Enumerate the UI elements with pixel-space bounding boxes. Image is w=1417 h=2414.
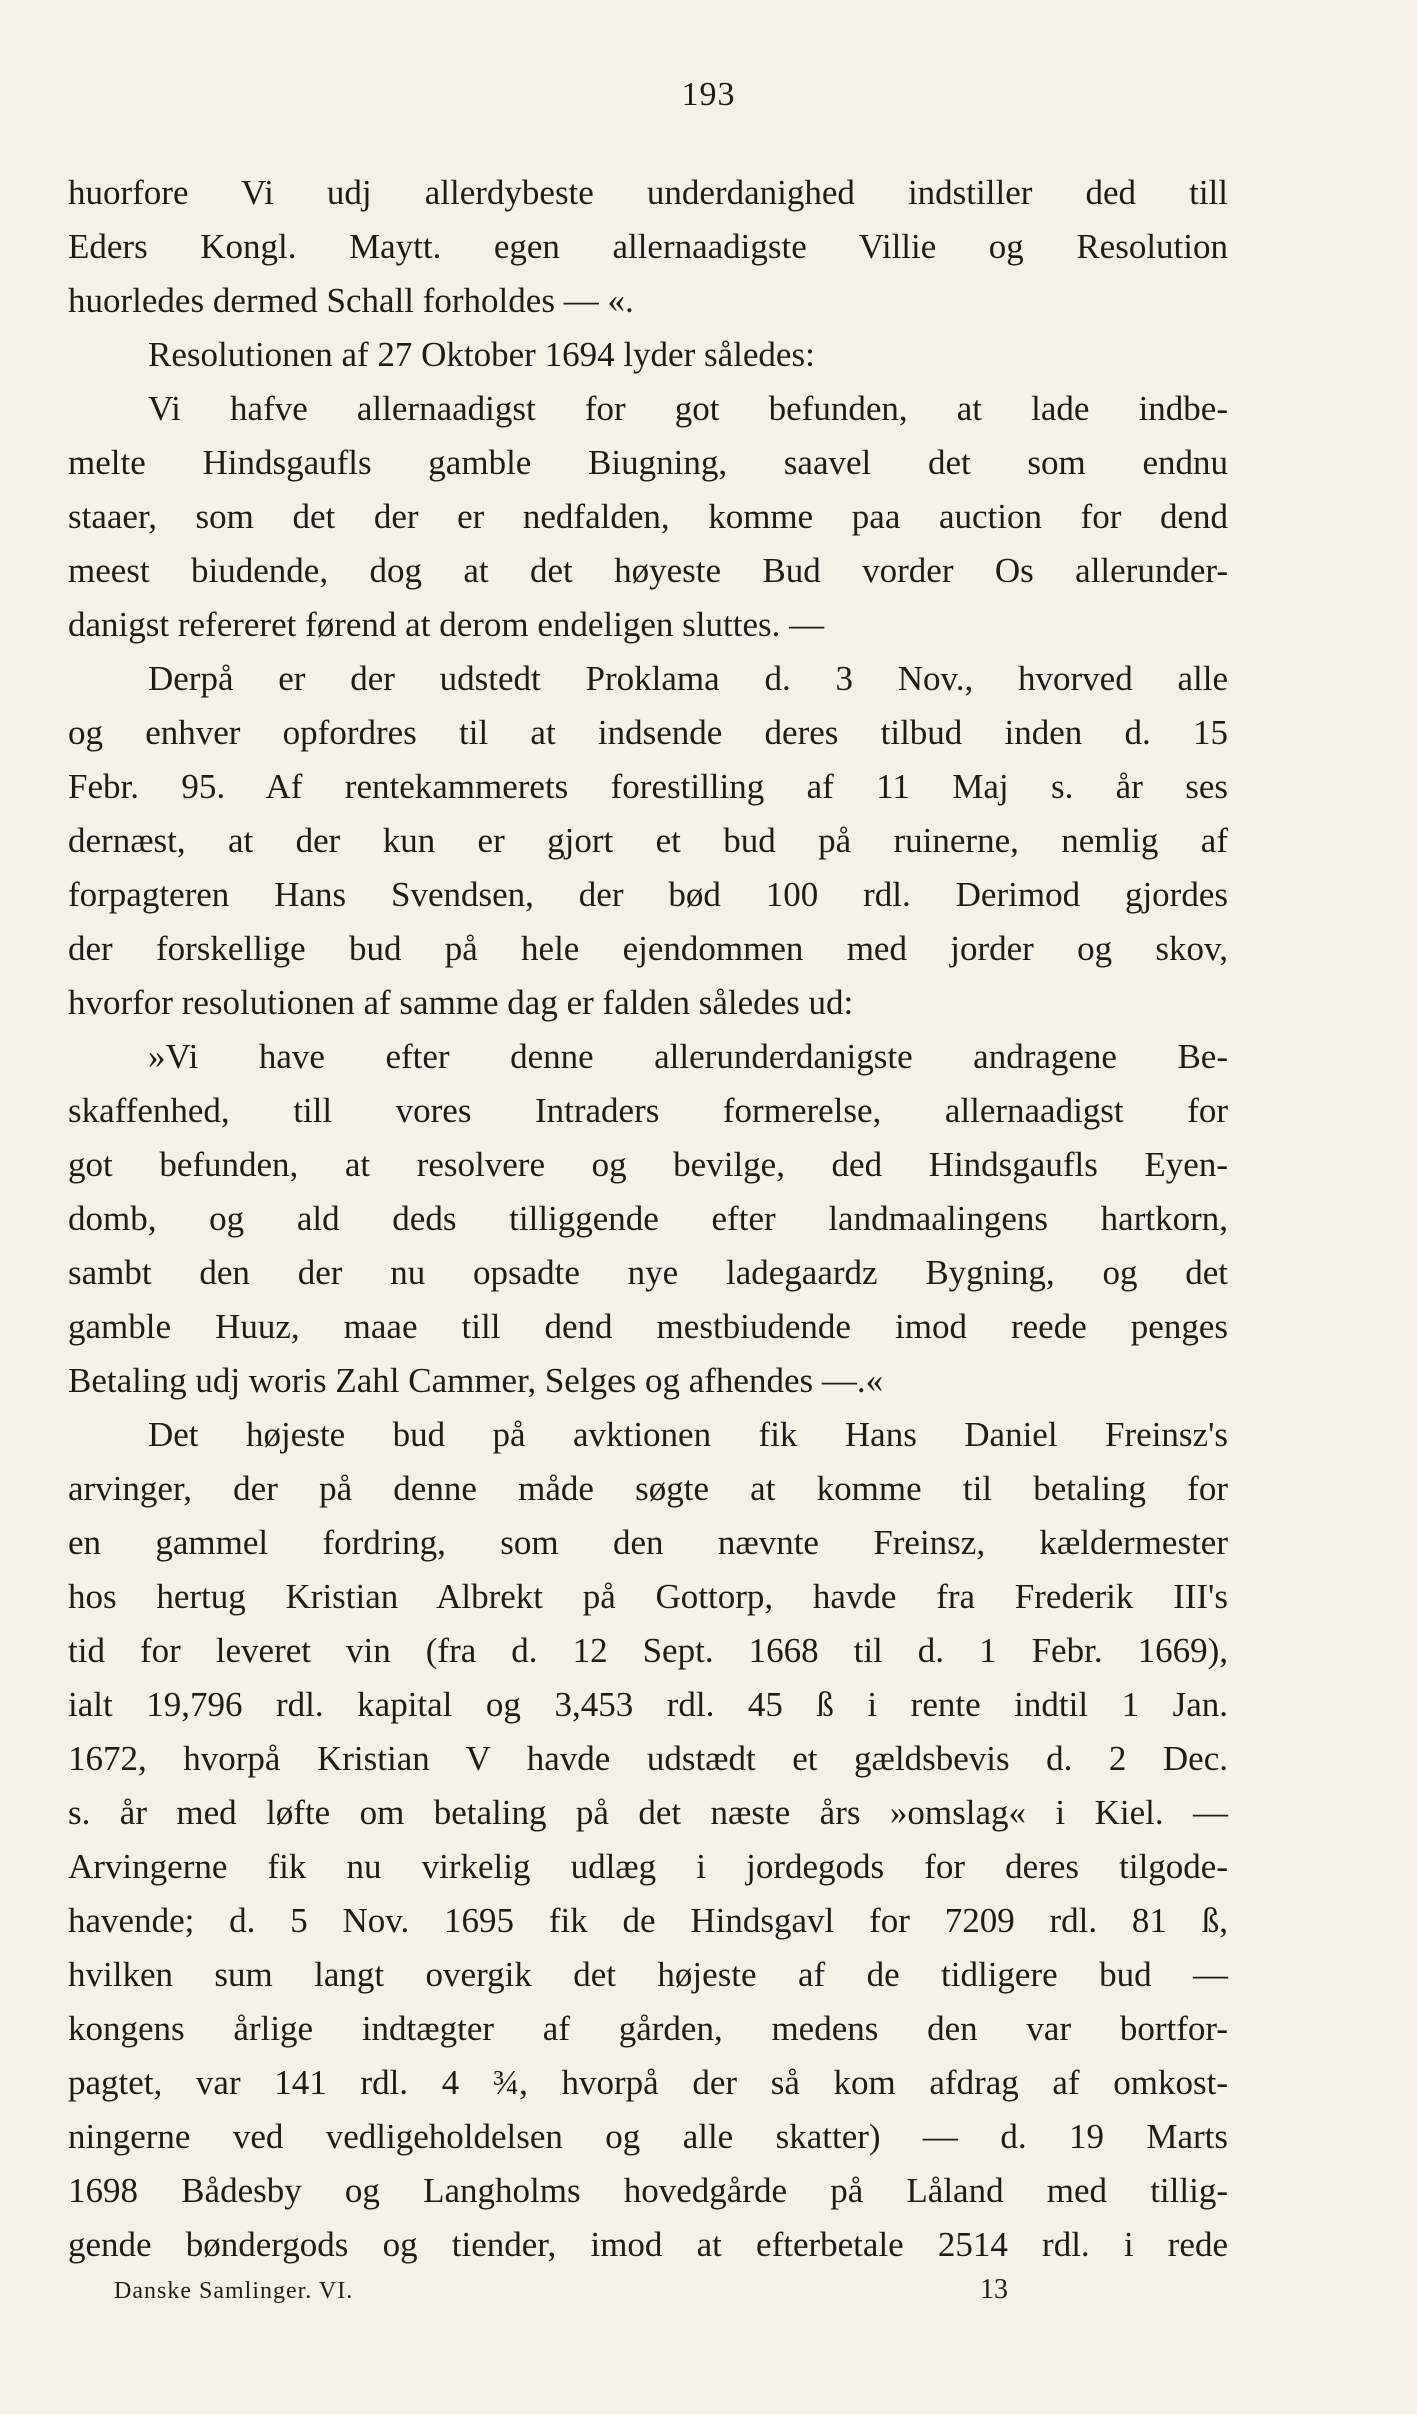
text-line: Eders Kongl. Maytt. egen allernaadigste Villie og Resolution xyxy=(68,227,1228,266)
text-line: havende; d. 5 Nov. 1695 fik de Hindsgavl for 7209 rdl. 81 ß, xyxy=(68,1901,1228,1940)
text-line: meest biudende, dog at det høyeste Bud vorder Os allerunder- xyxy=(68,551,1228,590)
text-line: huorledes dermed Schall forholdes — «. xyxy=(68,281,634,320)
text-line: Arvingerne fik nu virkelig udlæg i jordegods for deres tilgode- xyxy=(68,1847,1228,1886)
text-line: arvinger, der på denne måde søgte at komme til betaling for xyxy=(68,1469,1228,1508)
text-line: Det højeste bud på avktionen fik Hans Daniel Freinsz's xyxy=(148,1415,1228,1454)
text-line: 1698 Bådesby og Langholms hovedgårde på Låland med tillig- xyxy=(68,2171,1228,2210)
text-line: tid for leveret vin (fra d. 12 Sept. 1668 til d. 1 Febr. 1669), xyxy=(68,1631,1228,1670)
text-line: hos hertug Kristian Albrekt på Gottorp, havde fra Frederik III's xyxy=(68,1577,1228,1616)
text-line: en gammel fordring, som den nævnte Freinsz, kældermester xyxy=(68,1523,1228,1562)
text-line: »Vi have efter denne allerunderdanigste andragene Be- xyxy=(148,1037,1228,1076)
text-line: gamble Huuz, maae till dend mestbiudende imod reede penges xyxy=(68,1307,1228,1346)
text-line: Febr. 95. Af rentekammerets forestilling af 11 Maj s. år ses xyxy=(68,767,1228,806)
text-line: got befunden, at resolvere og bevilge, ded Hindsgaufls Eyen- xyxy=(68,1145,1228,1184)
text-line: kongens årlige indtægter af gården, medens den var bortfor- xyxy=(68,2009,1228,2048)
body-text xyxy=(68,166,1228,2272)
text-line: staaer, som det der er nedfalden, komme paa auction for dend xyxy=(68,497,1228,536)
text-line: sambt den der nu opsadte nye ladegaardz Bygning, og det xyxy=(68,1253,1228,1292)
text-line: melte Hindsgaufls gamble Biugning, saavel det som endnu xyxy=(68,443,1228,482)
text-line: forpagteren Hans Svendsen, der bød 100 rdl. Derimod gjordes xyxy=(68,875,1228,914)
text-line: pagtet, var 141 rdl. 4 ¾, hvorpå der så kom afdrag af omkost- xyxy=(68,2063,1228,2102)
text-line: ningerne ved vedligeholdelsen og alle skatter) — d. 19 Marts xyxy=(68,2117,1228,2156)
text-line: domb, og ald deds tilliggende efter landmaalingens hartkorn, xyxy=(68,1199,1228,1238)
text-line: og enhver opfordres til at indsende deres tilbud inden d. 15 xyxy=(68,713,1228,752)
text-line: ialt 19,796 rdl. kapital og 3,453 rdl. 45 ß i rente indtil 1 Jan. xyxy=(68,1685,1228,1724)
signature-line: Danske Samlinger. VI. xyxy=(114,2278,354,2304)
text-line: huorfore Vi udj allerdybeste underdanighed indstiller ded till xyxy=(68,173,1228,212)
text-line: danigst refereret førend at derom endeligen sluttes. — xyxy=(68,605,825,644)
text-line: 1672, hvorpå Kristian V havde udstædt et gældsbevis d. 2 Dec. xyxy=(68,1739,1228,1778)
text-line: Vi hafve allernaadigst for got befunden, at lade indbe- xyxy=(148,389,1228,428)
text-line: Betaling udj woris Zahl Cammer, Selges og afhendes —.« xyxy=(68,1361,884,1400)
text-line: Resolutionen af 27 Oktober 1694 lyder således: xyxy=(148,335,815,374)
text-line: s. år med løfte om betaling på det næste års »omslag« i Kiel. — xyxy=(68,1793,1228,1832)
text-line: Derpå er der udstedt Proklama d. 3 Nov., hvorved alle xyxy=(148,659,1228,698)
sheet-number: 13 xyxy=(980,2274,1008,2305)
page-number: 193 xyxy=(681,76,736,113)
text-line: der forskellige bud på hele ejendommen med jorder og skov, xyxy=(68,929,1228,968)
text-line: gende bøndergods og tiender, imod at efterbetale 2514 rdl. i rede xyxy=(68,2225,1228,2264)
text-line: hvilken sum langt overgik det højeste af de tidligere bud — xyxy=(68,1955,1228,1994)
text-line: skaffenhed, till vores Intraders formerelse, allernaadigst for xyxy=(68,1091,1228,1130)
text-line: dernæst, at der kun er gjort et bud på ruinerne, nemlig af xyxy=(68,821,1228,860)
text-line: hvorfor resolutionen af samme dag er falden således ud: xyxy=(68,983,854,1022)
